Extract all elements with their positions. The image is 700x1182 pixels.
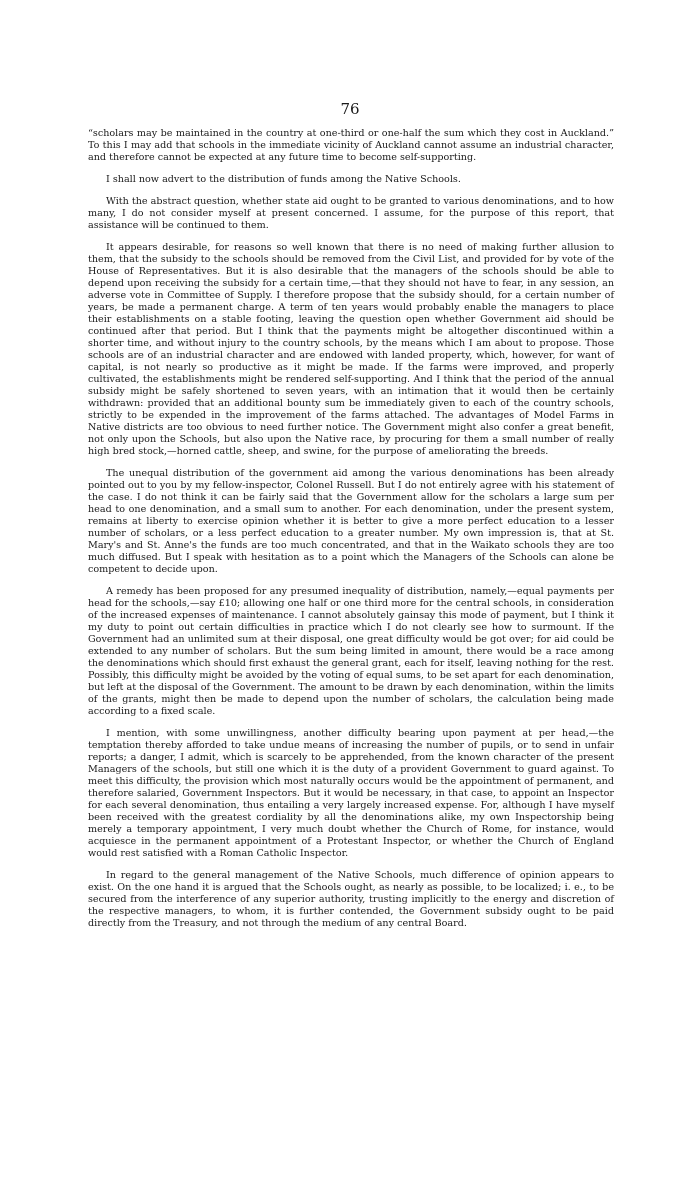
- paragraph-subsidy: It appears desirable, for reasons so well known that there is no need of making further allusion to them, that the subsidy to the schools should be removed from the Civil List, and provided for by vote of the House of Representatives. But it is also desirable that the managers of the schools should be able to depend upon receiving the subsidy for a certain time,—that they should not have to fear, in any session, an adverse vote in Committee of Supply. I therefore propose that the subsidy should, for a certain number of years, be made a permanent charge. A term of ten years would probably enable the managers to place their establishments on a stable footing, leaving the question open whether Government aid should be continued after that period. But I think that the payments might be altogether discontinued within a shorter time, and without injury to the country schools, by the means which I am about to propose. Those schools are of an industrial character and are endowed with landed property, which, however, for want of capital, is not nearly so productive as it might be made. If the farms were improved, and properly cultivated, the establishments might be rendered self-supporting. And I think that the period of the annual subsidy might be safely shortened to seven years, with an intimation that it would then be certainly withdrawn: provided that an additional bounty sum be immediately given to each of the country schools, strictly to be expended in the improvement of the farms attached. The advantages of Model Farms in Native districts are too obvious to need further notice. The Government might also confer a great benefit, not only upon the Schools, but also upon the Native race, by procuring for them a small number of really high bred stock,—horned cattle, sheep, and swine, for the purpose of ameliorating the breeds.: [88, 242, 614, 457]
- paragraph-management: In regard to the general management of the Native Schools, much difference of opinion appears to exist. On the one hand it is argued that the Schools ought, as nearly as possible, to be localized; i. e., to be secured from the interference of any superior authority, trusting implicitly to the energy and discretion of the respective managers, to whom, it is further contended, the Government subsidy ought to be paid directly from the Treasury, and not through the medium of any central Board.: [88, 870, 614, 929]
- body-text: [88, 128, 614, 940]
- page-number: 76: [340, 100, 360, 118]
- paragraph-state-aid: With the abstract question, whether state aid ought to be granted to various denominations, and to how many, I do not consider myself at present concerned. I assume, for the purpose of this report, that assistance will be continued to them.: [88, 196, 614, 231]
- paragraph-difficulty: I mention, with some unwillingness, another difficulty bearing upon payment at per head,—the temptation thereby afforded to take undue means of increasing the number of pupils, or to send in unfair reports; a danger, I admit, which is scarcely to be apprehended, from the known character of the present Managers of the schools, but still one which it is the duty of a provident Government to guard against. To meet this difficulty, the provision which most naturally occurs would be the appointment of permanent, and therefore salaried, Government Inspectors. But it would be necessary, in that case, to appoint an Inspector for each several denomination, thus entailing a very largely increased expense. For, although I have myself been received with the greatest cordiality by all the denominations alike, my own Inspectorship being merely a temporary appointment, I very much doubt whether the Church of Rome, for instance, would acquiesce in the permanent appointment of a Protestant Inspector, or whether the Church of England would rest satisfied with a Roman Catholic Inspector.: [88, 728, 614, 859]
- paragraph-distribution-intro: I shall now advert to the distribution of funds among the Native Schools.: [106, 174, 461, 185]
- paragraph-unequal-distribution: The unequal distribution of the government aid among the various denominations has been already pointed out to you by my fellow-inspector, Colonel Russell. But I do not entirely agree with his statement of the case. I do not think it can be fairly said that the Government allow for the scholars a large sum per head to one denomination, and a small sum to another. For each denomination, under the present system, remains at liberty to exercise opinion whether it is better to give a more perfect education to a lesser number of scholars, or a less perfect education to a greater number. My own impression is, that at St. Mary's and St. Anne's the funds are too much concentrated, and that in the Waikato schools they are too much diffused. But I speak with hesitation as to a point which the Managers of the Schools can alone be competent to decide upon.: [88, 468, 614, 575]
- paragraph-remedy: A remedy has been proposed for any presumed inequality of distribution, namely,—equal payments per head for the schools,—say £10; allowing one half or one third more for the central schools, in consideration of the increased expenses of maintenance. I cannot absolutely gainsay this mode of payment, but I think it my duty to point out certain difficulties in practice which I do not clearly see how to surmount. If the Government had an unlimited sum at their disposal, one great difficulty would be got over; for aid could be extended to any number of scholars. But the sum being limited in amount, there would be a race among the denominations which should first exhaust the general grant, each for itself, leaving nothing for the rest. Possibly, this difficulty might be avoided by the voting of equal sums, to be set apart for each denomination, but left at the disposal of the Government. The amount to be drawn by each denomination, within the limits of the grants, might then be made to depend upon the number of scholars, the calculation being made according to a fixed scale.: [88, 586, 614, 717]
- paragraph-continuation: “scholars may be maintained in the country at one-third or one-half the sum which they cost in Auckland.” To this I may add that schools in the immediate vicinity of Auckland cannot assume an industrial character, and therefore cannot be expected at any future time to become self-supporting.: [88, 128, 614, 163]
